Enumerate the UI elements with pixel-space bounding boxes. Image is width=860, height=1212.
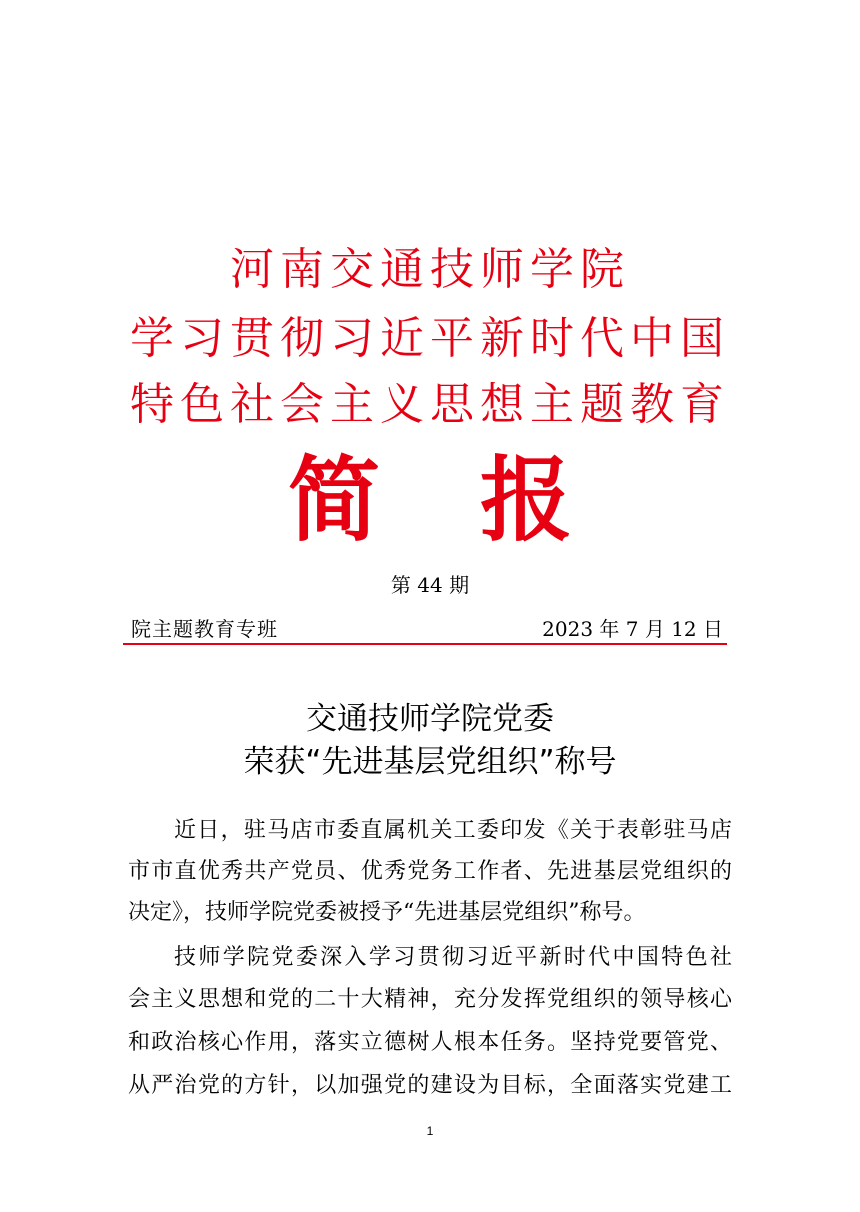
masthead-title-line-3: 特色社会主义思想主题教育 xyxy=(130,379,730,430)
masthead-title-line-1: 河南交通技师学院 xyxy=(230,244,630,295)
bulletin-char-1: 简 xyxy=(287,446,380,554)
article-title-line-1: 交通技师学院党委 xyxy=(306,701,554,737)
body-text-line: 决定》，技师学院党委被授予“先进基层党组织”称号。 xyxy=(128,900,646,925)
issue-info-row xyxy=(127,615,727,643)
issuer-name: 院主题教育专班 xyxy=(131,617,278,641)
body-text-line: 近日，驻马店市委直属机关工委印发《关于表彰驻马店 xyxy=(174,818,732,843)
red-divider-line xyxy=(123,643,727,645)
body-text-line: 从严治党的方针，以加强党的建设为目标，全面落实党建工 xyxy=(128,1073,732,1098)
issue-date: 2023 年 7 月 12 日 xyxy=(542,617,723,641)
body-text-line: 市市直优秀共产党员、优秀党务工作者、先进基层党组织的 xyxy=(128,859,732,884)
page-number: 1 xyxy=(426,1124,434,1138)
masthead-title-line-2: 学习贯彻习近平新时代中国 xyxy=(130,313,730,364)
body-text-line: 和政治核心作用，落实立德树人根本任务。坚持党要管党、 xyxy=(128,1030,732,1055)
article-title-line-2: 荣获“先进基层党组织”称号 xyxy=(243,744,617,780)
masthead-bulletin-heading xyxy=(0,446,860,554)
body-text-line: 技师学院党委深入学习贯彻习近平新时代中国特色社 xyxy=(174,945,732,970)
bulletin-char-2: 报 xyxy=(480,446,573,554)
body-text-line: 会主义思想和党的二十大精神，充分发挥党组织的领导核心 xyxy=(128,987,732,1012)
issue-number: 第 44 期 xyxy=(390,573,470,597)
